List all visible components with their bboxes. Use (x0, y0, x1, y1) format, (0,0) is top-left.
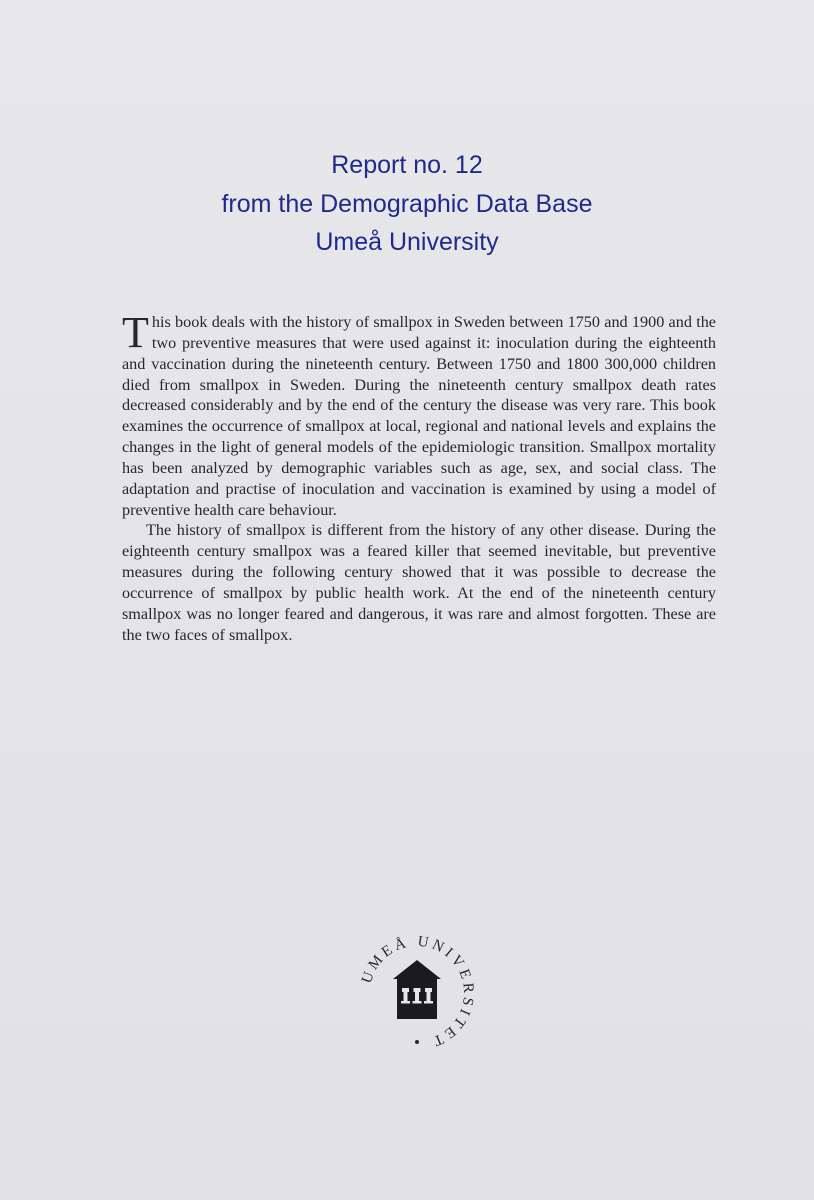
paragraph-1-text: his book deals with the history of smallpox in Sweden between 1750 and 1900 and the two preventive measures that were used against it: inoculation during the eighteenth and vaccination during the nineteenth century. Between 1750 and 1800 300,000 children died from smallpox in Sweden. During the nineteenth century smallpox death rates decreased considerably and by the end of the century the disease was very rare. This book examines the occurrence of smallpox at local, regional and national levels and explains the changes in the light of general models of the epidemiologic transition. Smallpox mortality has been analyzed by demographic variables such as age, sex, and social class. The adaptation and practise of inoculation and vaccination is examined by using a model of preventive health care behaviour. (122, 313, 716, 519)
report-number: Report no. 12 (331, 151, 483, 179)
umea-universitet-seal-icon (352, 928, 482, 1058)
description-paragraph-1 (122, 308, 716, 520)
report-source: from the Demographic Data Base (221, 189, 593, 218)
report-header (0, 146, 814, 262)
seal-ring-text: UMEÅ UNIVERSITET (358, 933, 477, 1050)
university-seal-logo (352, 928, 482, 1058)
description-paragraph-2: The history of smallpox is different from the history of any other disease. During the eighteenth century smallpox was a feared killer that seemed inevitable, but preventive measures during the following century showed that it was possible to decrease the occurrence of smallpox by public health work. At the end of the nineteenth century smallpox was no longer feared and dangerous, it was rare and almost forgotten. These are the two faces of smallpox. (122, 521, 716, 644)
university-name: Umeå University (315, 228, 499, 256)
drop-cap: T (122, 308, 149, 357)
book-description (122, 308, 716, 646)
